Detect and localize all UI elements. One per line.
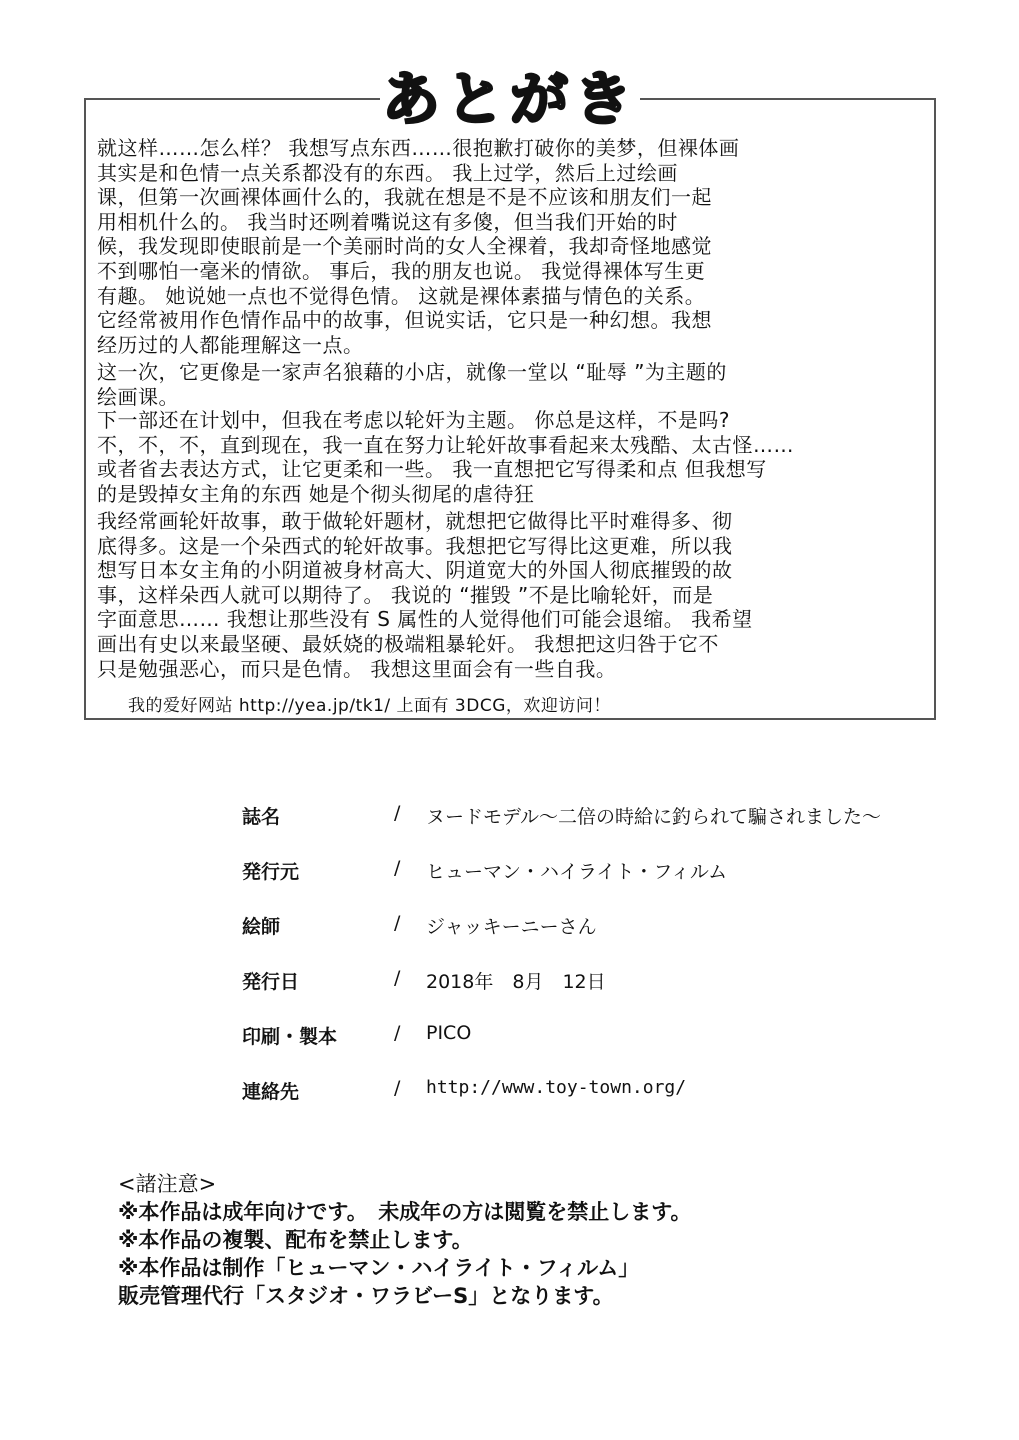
colophon-separator: / <box>394 912 401 934</box>
afterword-paragraph-4: 我经常画轮奸故事，敢于做轮奸题材，就想把它做得比平时难得多、彻 底得多。这是一个朵西式的轮奸故事。我想把它写得比这更难，所以我 想写日本女主角的小阴道被身材高大、阴道宽大的外国人彻底摧毁的故 事，这样朵西人就可以期待了。 我说的 “摧毁 ”不是比喻轮奸，而是 字面意思…… 我想让那些没有 S 属性的人觉得他们可能会退缩。 我希望 画出有史以来最坚硬、最妖娆的极端粗暴轮奸。 我想把这归咎于它不 只是勉强恶心，而只是色情。 我想这里面会有一些自我。 <box>97 509 753 681</box>
afterword-paragraph-2: 这一次，它更像是一家声名狼藉的小店，就像一堂以 “耻辱 ”为主题的 绘画课。 <box>97 360 727 409</box>
colophon-separator: / <box>394 967 401 989</box>
colophon-separator: / <box>394 857 401 879</box>
colophon-separator: / <box>394 1022 401 1044</box>
notices-heading: <諸注意> <box>118 1172 217 1196</box>
colophon-value: ヌードモデル～二倍の時給に釣られて騙されました～ <box>426 806 882 828</box>
colophon-row-publisher <box>242 857 962 887</box>
colophon-row-contact <box>242 1077 962 1107</box>
colophon-value: ヒューマン・ハイライト・フィルム <box>426 861 728 883</box>
colophon-label: 誌名 <box>242 806 281 828</box>
colophon-row-date <box>242 967 962 997</box>
notice-line: ※本作品の複製、配布を禁止します。 <box>118 1228 473 1252</box>
afterword-title: あとがき <box>380 62 640 136</box>
notice-line: 販売管理代行「スタジオ・ワラビーS」となります。 <box>118 1284 614 1308</box>
colophon-value: 2018年 8月 12日 <box>426 971 606 993</box>
notice-line: ※本作品は成年向けです。 未成年の方は閲覧を禁止します。 <box>118 1200 692 1224</box>
colophon-separator: / <box>394 1077 401 1099</box>
notice-line: ※本作品は制作「ヒューマン・ハイライト・フィルム」 <box>118 1256 640 1280</box>
colophon-label: 発行元 <box>242 861 300 883</box>
colophon-row-artist <box>242 912 962 942</box>
colophon-label: 印刷・製本 <box>242 1026 338 1048</box>
colophon-row-title <box>242 802 962 832</box>
colophon-label: 連絡先 <box>242 1081 300 1103</box>
afterword-paragraph-1: 就这样……怎么样？ 我想写点东西……很抱歉打破你的美梦，但裸体画 其实是和色情一点关系都没有的东西。 我上过学，然后上过绘画 课，但第一次画裸体画什么的，我就在想是不是不应该和朋友们一起 用相机什么的。 我当时还咧着嘴说这有多傻，但当我们开始的时 候，我发现即使眼前是一个美丽时尚的女人全裸着，我却奇怪地感觉 不到哪怕一毫米的情欲。 事后，我的朋友也说。 我觉得裸体写生更 有趣。 她说她一点也不觉得色情。 这就是裸体素描与情色的关系。 它经常被用作色情作品中的故事，但说实话，它只是一种幻想。我想 经历过的人都能理解这一点。 <box>97 136 740 357</box>
afterword-paragraph-3: 下一部还在计划中，但我在考虑以轮奸为主题。 你总是这样，不是吗? 不，不，不，直到现在，我一直在努力让轮奸故事看起来太残酷、太古怪…… 或者省去表达方式，让它更柔和一些。 我一直想把它写得柔和点 但我想写 的是毁掉女主角的东西 她是个彻头彻尾的虐待狂 <box>97 408 794 506</box>
colophon-label: 発行日 <box>242 971 300 993</box>
hobby-site-line: 我的爱好网站 http://yea.jp/tk1/ 上面有 3DCG，欢迎访问！ <box>128 696 611 716</box>
colophon-value: http://www.toy-town.org/ <box>426 1077 687 1098</box>
colophon-row-printing <box>242 1022 962 1052</box>
colophon-value: ジャッキーニーさん <box>426 916 597 938</box>
colophon-label: 絵師 <box>242 916 281 938</box>
colophon-separator: / <box>394 802 401 824</box>
colophon-value: PICO <box>426 1022 472 1044</box>
notices <box>118 1170 692 1310</box>
